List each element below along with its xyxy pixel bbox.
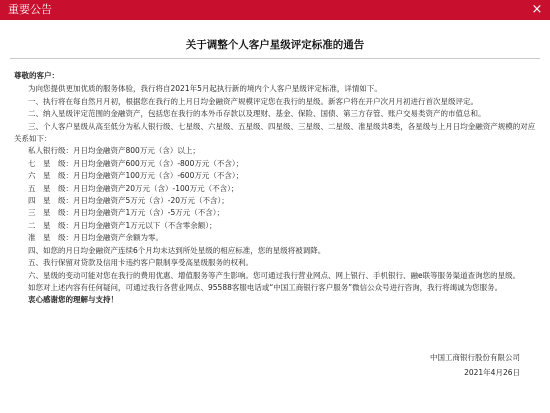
tier-five-star: 五 星 级：月日均金融资产20万元（含）-100万元（不含）；	[28, 183, 239, 193]
tier-seven-star: 七 星 级：月日均金融资产600万元（含）-800万元（不含）；	[28, 158, 244, 168]
item-5: 五、我行保留对贷款及信用卡违约客户限制享受高星级服务的权利。	[28, 258, 253, 268]
notice-title: 关于调整个人客户星级评定标准的通告	[185, 39, 365, 51]
title-divider	[10, 58, 540, 59]
tier-private-banking: 私人银行级：月日均金融资产800万元（含）以上；	[28, 146, 200, 156]
signature: 中国工商银行股份有限公司	[430, 353, 520, 362]
tier-quasi-star: 准 星 级：月日均金融资产余额为零。	[28, 233, 163, 243]
close-icon[interactable]: ×	[531, 2, 543, 17]
greeting: 尊敬的客户：	[14, 71, 59, 80]
tier-two-star: 二 星 级：月日均金融资产1万元以下（不含零余额）；	[28, 220, 217, 230]
tier-three-star: 三 星 级：月日均金融资产1万元（含）-5万元（不含）；	[28, 208, 224, 218]
notice-body	[14, 70, 536, 307]
notice-window-titlebar	[0, 0, 550, 20]
tier-four-star: 四 星 级：月日均金融资产5万元（含）-20万元（不含）；	[28, 196, 229, 206]
intro-paragraph: 为向您提供更加优质的服务体验，我行将自2021年5月起执行新的境内个人客户星级评定标准，详情如下。	[28, 84, 382, 94]
window-title: 重要公告	[8, 3, 52, 16]
thanks-line: 衷心感谢您的理解与支持！	[28, 295, 118, 305]
item-2: 二、纳入星级评定范围的金融资产，包括您在我行的本外币存款以及理财、基金、保险、国债、第三方存管、账户交易类资产的市值总和。	[28, 109, 486, 119]
item-1: 一、执行将在每自然月月初，根据您在我行的上月日均金融资产规模评定您在我行的星级。新客户将在开户次月月初进行首次星级评定。	[28, 96, 478, 106]
inquiry-paragraph: 如您对上述内容有任何疑问，可通过我行各营业网点、95588客服电话或“中国工商银行客户服务”微信公众号进行咨询，我行将竭诚为您服务。	[28, 282, 503, 292]
item-4: 四、如您的月日均金融资产连续6个月均未达到所处星级的相应标准，您的星级将被调降。	[28, 245, 326, 255]
item-3: 三、个人客户星级从高至低分为私人银行级、七星级、六星级、五星级、四星级、三星级、二星级、准星级共8类，各星级与上月日均金融资产规模的对应关系如下：	[14, 121, 536, 144]
tier-six-star: 六 星 级：月日均金融资产100万元（含）-600万元（不含）；	[28, 171, 244, 181]
notice-date: 2021年4月26日	[464, 368, 520, 377]
item-6: 六、星级的变动可能对您在我行的费用优惠、增值服务等产生影响。您可通过我行营业网点、网上银行、手机银行、融e联等服务渠道查询您的星级。	[28, 270, 521, 280]
